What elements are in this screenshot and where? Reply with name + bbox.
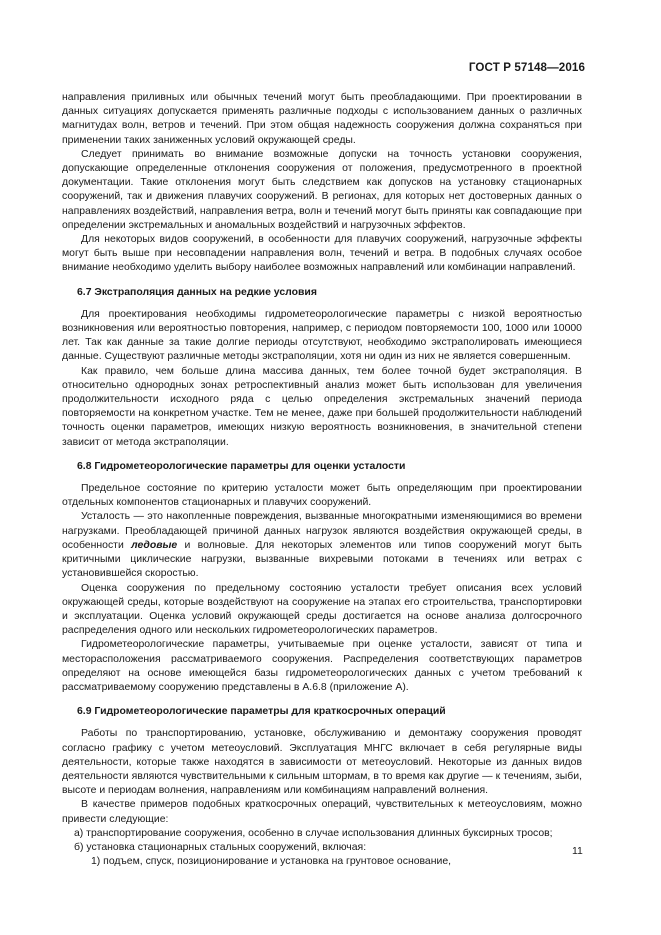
list-item: а) транспортирование сооружения, особенно в случае использования длинных буксирных тросов;: [74, 827, 553, 839]
paragraph: Следует принимать во внимание возможные допуски на точность установки сооружения, допускающие определенные отклонения сооружения от положения, предусмотренного в проектной документации. Такие отклонения могут быть следствием как допусков на установку стационарных сооружений, так и движения плавучих сооружений. В регионах, для которых нет достоверных данных о направлениях воздействий, направления ветра, волн и течений могут быть приняты как совпадающие при определении экстремальных и аномальных воздействий и нагрузочных эффектов.: [62, 148, 582, 231]
section-heading-6-7: 6.7 Экстраполяция данных на редкие условия: [77, 286, 317, 298]
section-heading-6-9: 6.9 Гидрометеорологические параметры для краткосрочных операций: [77, 706, 446, 718]
list-item: б) установка стационарных стальных сооружений, включая:: [74, 841, 367, 853]
paragraph-text: Усталость — это накопленные повреждения, вызванные многократными изменяющимися во времени нагрузками. Преобладающей причиной данных нагрузок являются воздействия окружающей среды, в особенности: [62, 511, 582, 551]
emphasized-term: ледовые: [131, 539, 178, 551]
paragraph: Как правило, чем больше длина массива данных, тем более точной будет экстраполяция. В относительно однородных зонах ретроспективный анализ может быть использован для увеличения продолжительности исходного ряда с целью определения экстремальных значений периода повторяемости на конкретном участке. Тем не менее, даже при большей продолжительности наблюдений точность оценки параметров, имеющих низкую вероятность возникновения, в значительной степени зависит от метода экстраполяции.: [62, 365, 582, 448]
paragraph: В качестве примеров подобных краткосрочных операций, чувствительных к метеоусловиям, можно привести следующие:: [62, 799, 582, 825]
section-heading-6-8: 6.8 Гидрометеорологические параметры для оценки усталости: [77, 460, 406, 472]
paragraph: [62, 510, 582, 581]
page-number: 11: [572, 846, 583, 857]
paragraph: Для некоторых видов сооружений, в особенности для плавучих сооружений, нагрузочные эффекты могут быть выше при несовпадении направления волн, течений и ветра. В подобных случаях особое внимание необходимо уделить выбору наиболее возможных направлений или комбинации направлений.: [62, 234, 582, 274]
paragraph: Предельное состояние по критерию усталости может быть определяющим при проектировании отдельных компонентов стационарных и плавучих сооружений.: [62, 483, 582, 509]
document-body: [62, 91, 582, 869]
document-id-header: ГОСТ Р 57148—2016: [468, 61, 585, 74]
paragraph: Оценка сооружения по предельному состоянию усталости требует описания всех условий окружающей среды, которые воздействуют на сооружение на этапах его строительства, транспортировки и эксплуатации. Оценка условий окружающей среды достигается на основе анализа долгосрочного распределения одного или нескольких гидрометеорологических параметров.: [62, 582, 582, 637]
paragraph: направления приливных или обычных течений могут быть преобладающими. При проектировании в данных ситуациях допускается применять различные подходы с использованием данных о различных магнитудах волн, ветров и течений. При этом общая надежность сооружения должна сохраняться при применении таких заниженных условий окружающей среды.: [62, 92, 582, 146]
paragraph: Для проектирования необходимы гидрометеорологические параметры с низкой вероятностью возникновения или вероятностью повторения, например, с периодом повторяемости 100, 1000 или 10000 лет. Так как данные за такие долгие периоды отсутствуют, необходимо экстраполировать имеющиеся данные. Существуют различные методы экстраполяции, хотя ни один из них не является совершенным.: [62, 308, 582, 363]
paragraph: Гидрометеорологические параметры, учитываемые при оценке усталости, зависят от типа и месторасположения рассматриваемого сооружения. Распределения соответствующих параметров определяют на основе имеющейся базы гидрометеорологических данных с учетом требований к рассматриваемому сооружению представлены в А.6.8 (приложение А).: [62, 639, 582, 693]
paragraph: Работы по транспортированию, установке, обслуживанию и демонтажу сооружения проводят согласно графику с учетом метеоусловий. Эксплуатация МНГС включает в себя регулярные виды деятельности, которые также находятся в зависимости от метеоусловий. Некоторые из данных видов деятельности являются чувствительными к сильным штормам, в то время как другие — к течениям, зыби, высоте и периодам волнения, направлениям или комбинациям направлений волнения.: [62, 728, 582, 797]
paragraph-text: и волновые. Для некоторых элементов или типов сооружений могут быть критичными циклические нагрузки, вызванные вихревыми потоками в течениях или ветрах с установившейся скоростью.: [62, 539, 582, 580]
list-item: 1) подъем, спуск, позиционирование и установка на грунтовое основание,: [91, 856, 452, 868]
